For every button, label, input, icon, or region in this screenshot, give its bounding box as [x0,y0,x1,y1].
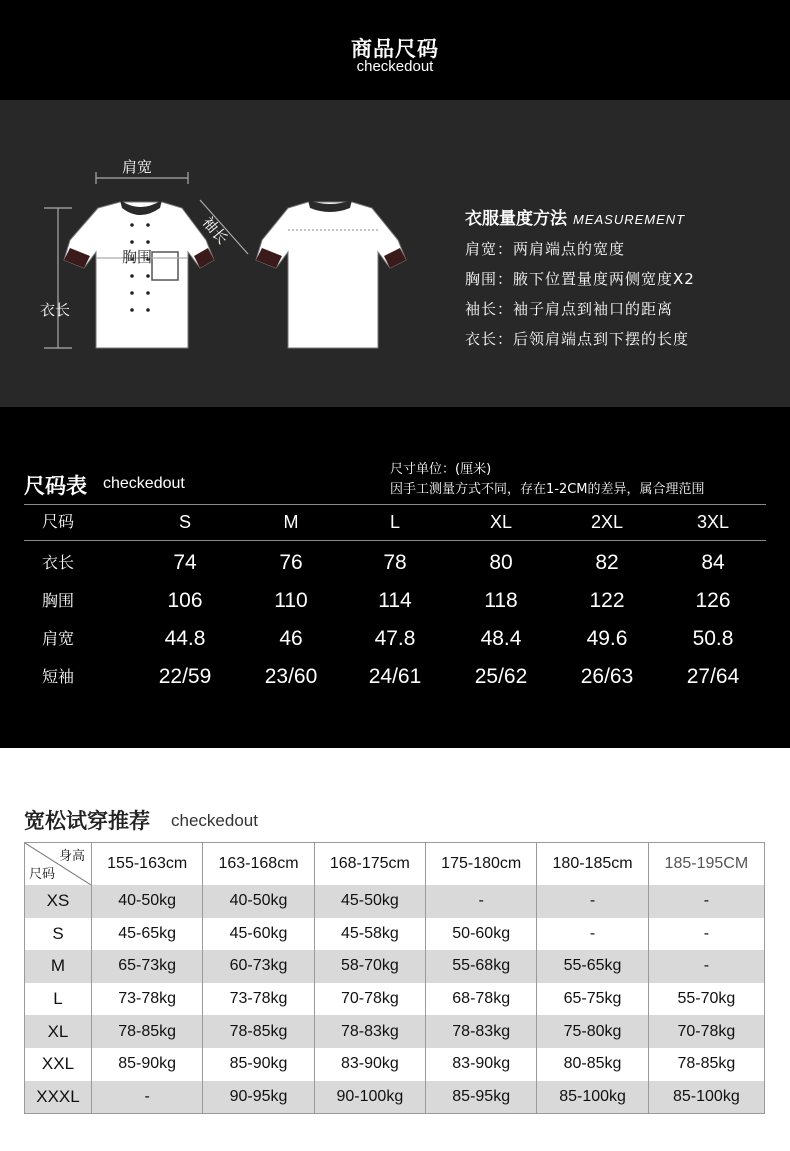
weight-range: 80-85kg [537,1048,648,1081]
weight-range: 68-78kg [426,983,537,1016]
size-value: L [389,512,400,532]
shirt-back-illustration [256,200,406,348]
size-value: 48.4 [480,627,522,650]
size-value: 46 [279,627,303,650]
size-value: 80 [489,551,513,574]
size-value: 47.8 [374,627,416,650]
method-line: 肩宽：两肩端点的宽度 [465,240,626,258]
height-column-header: 175-180cm [426,843,537,886]
row-label: 肩宽 [42,629,75,648]
measurement-method [465,204,785,349]
size-value: 118 [484,589,518,612]
weight-range: 58-70kg [314,950,425,983]
weight-range: 60-73kg [203,950,314,983]
height-column-header: 163-168cm [203,843,314,886]
size-value: 44.8 [164,627,206,650]
shirt-front-illustration [64,200,214,348]
size-value: 106 [167,589,203,612]
size-value: 82 [595,551,619,574]
weight-range: 45-65kg [92,918,203,951]
weight-range: 45-50kg [314,885,425,918]
size-label: XL [25,1015,92,1048]
measurement-section [0,100,790,407]
fit-header-row [25,843,765,886]
weight-range: 85-90kg [203,1048,314,1081]
page-header [0,0,790,100]
weight-range: 90-95kg [203,1081,314,1114]
row-label: 尺码 [42,512,75,531]
weight-range: - [537,885,648,918]
size-label: S [25,918,92,951]
weight-range: 70-78kg [648,1015,764,1048]
size-value: 23/60 [264,665,318,688]
size-chart-title: 尺码表 [24,474,87,498]
weight-range: 85-95kg [426,1081,537,1114]
fit-subtitle: checkedout [171,811,258,830]
fit-row [25,1048,765,1081]
weight-range: - [537,918,648,951]
row-label: 衣长 [42,553,75,572]
weight-range: 50-60kg [426,918,537,951]
size-label: M [25,950,92,983]
page-subtitle: checkedout [356,58,434,75]
sleeve-label: 袖长 [198,213,232,248]
method-line: 衣长：后领肩端点到下摆的长度 [465,330,690,348]
weight-range: 65-73kg [92,950,203,983]
size-row [24,545,766,581]
height-column-header: 180-185cm [537,843,648,886]
weight-range: 65-75kg [537,983,648,1016]
height-column-header: 185-195CM [648,843,764,886]
weight-range: 55-68kg [426,950,537,983]
weight-range: 73-78kg [92,983,203,1016]
size-value: 49.6 [586,627,628,650]
size-value: 78 [383,551,407,574]
size-value: 76 [279,551,303,574]
size-value: 22/59 [158,665,212,688]
weight-range: 83-90kg [314,1048,425,1081]
weight-range: - [648,918,764,951]
weight-range: 90-100kg [314,1081,425,1114]
size-chart-subtitle: checkedout [103,475,185,492]
fit-table [24,842,765,1114]
size-label: L [25,983,92,1016]
fit-row [25,950,765,983]
method-title-en: MEASUREMENT [573,212,686,227]
weight-range: 85-90kg [92,1048,203,1081]
size-row [24,583,766,619]
method-title-cn: 衣服量度方法 [465,209,567,229]
size-value: 74 [173,551,197,574]
corner-cell [25,843,92,886]
weight-range: 70-78kg [314,983,425,1016]
size-label: XS [25,885,92,918]
method-line: 胸围：腋下位置量度两侧宽度X2 [465,270,695,288]
weight-range: 78-83kg [426,1015,537,1048]
size-value: 110 [274,589,308,612]
size-value: 50.8 [692,627,734,650]
fit-title: 宽松试穿推荐 [24,809,150,833]
size-value: XL [489,512,513,532]
height-header: 身高 [58,849,85,864]
method-title [465,204,785,229]
size-header: 尺码 [29,867,56,882]
weight-range: 45-58kg [314,918,425,951]
size-value: 27/64 [686,665,740,688]
weight-range: 83-90kg [426,1048,537,1081]
height-column-header: 168-175cm [314,843,425,886]
weight-range: - [648,885,764,918]
height-column-header: 155-163cm [92,843,203,886]
weight-range: 85-100kg [648,1081,764,1114]
size-value: 3XL [696,512,730,532]
weight-range: - [426,885,537,918]
size-value: S [178,512,191,532]
size-value: 114 [378,589,412,612]
method-line: 袖长：袖子肩点到袖口的距离 [465,300,674,318]
size-value: 26/63 [580,665,634,688]
weight-range: 75-80kg [537,1015,648,1048]
weight-range: 78-85kg [92,1015,203,1048]
size-header-row [24,504,766,540]
size-value: M [283,512,299,532]
divider [24,540,766,541]
fit-row [25,1015,765,1048]
fit-row [25,983,765,1016]
weight-range: - [648,950,764,983]
fit-row [25,885,765,918]
page-title: 商品尺码 [351,37,439,61]
weight-range: 85-100kg [537,1081,648,1114]
weight-range: 55-65kg [537,950,648,983]
weight-range: 55-70kg [648,983,764,1016]
chest-label: 胸围 [122,248,153,266]
weight-range: 73-78kg [203,983,314,1016]
size-value: 84 [701,551,725,574]
fit-row [25,1081,765,1114]
size-label: XXXL [25,1081,92,1114]
tolerance-note: 因手工测量方式不同，存在1-2CM的差异，属合理范围 [390,482,705,497]
size-chart-section [0,407,790,748]
weight-range: 78-85kg [648,1048,764,1081]
size-value: 126 [695,589,731,612]
weight-range: 40-50kg [92,885,203,918]
row-label: 胸围 [42,591,75,610]
weight-range: 45-60kg [203,918,314,951]
size-value: 122 [589,589,625,612]
fit-recommendation-section [0,748,790,1151]
weight-range: - [92,1081,203,1114]
shoulder-label: 肩宽 [122,158,153,176]
weight-range: 78-83kg [314,1015,425,1048]
size-row [24,659,766,695]
row-label: 短袖 [42,667,75,686]
weight-range: 78-85kg [203,1015,314,1048]
size-row [24,621,766,657]
unit-note: 尺寸单位：(厘米) [390,462,492,477]
size-value: 2XL [590,512,624,532]
size-label: XXL [25,1048,92,1081]
size-value: 24/61 [368,665,422,688]
length-label: 衣长 [40,301,71,319]
weight-range: 40-50kg [203,885,314,918]
fit-row [25,918,765,951]
size-value: 25/62 [474,665,528,688]
